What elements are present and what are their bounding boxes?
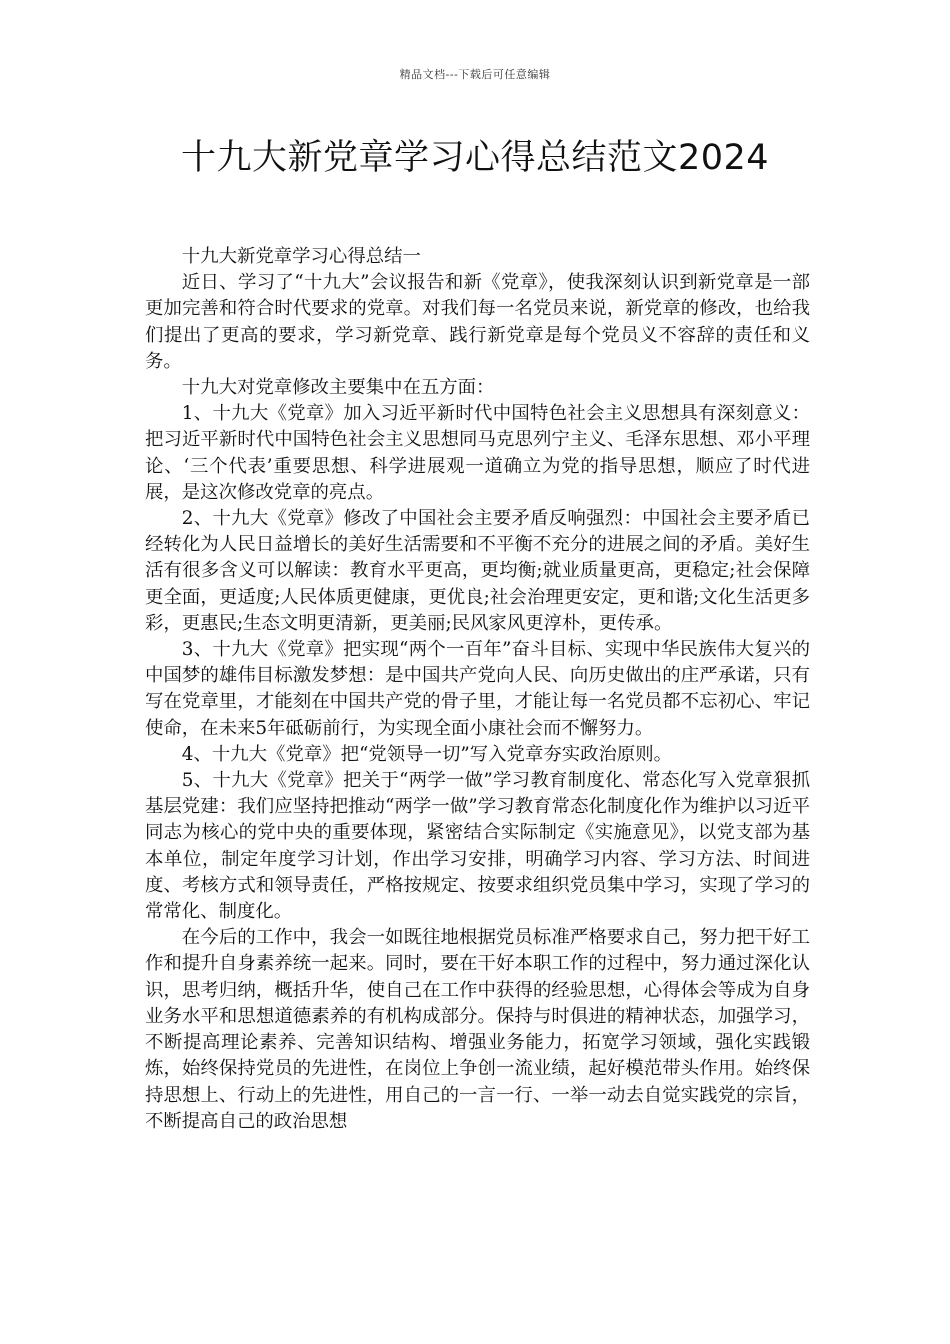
list-item: 2、十九大《党章》修改了中国社会主要矛盾反响强烈：中国社会主要矛盾已经转化为人民日益增长的美好生活需要和不平衡不充分的进展之间的矛盾。美好生活有很多含义可以解读：教育水平更高，更均衡;就业质量更高，更稳定;社会保障更全面，更适度;人民体质更健康，更优良;社会治理更安定，更和谐;文化生活更多彩，更惠民;生态文明更清新，更美丽;民风家风更淳朴，更传承。 (145, 508, 810, 634)
list-item: 1、十九大《党章》加入习近平新时代中国特色社会主义思想具有深刻意义：把习近平新时代中国特色社会主义思想同马克思列宁主义、毛泽东思想、邓小平理论、‘三个代表’重要思想、科学进展观一道确立为党的指导思想，顺应了时代进展，是这次修改党章的亮点。 (145, 403, 810, 503)
list-item: 3、十九大《党章》把实现“两个一百年”奋斗目标、实现中华民族伟大复兴的中国梦的雄伟目标激发梦想：是中国共产党向人民、向历史做出的庄严承诺，只有写在党章里，才能刻在中国共产党的骨子里，才能让每一名党员都不忘初心、牢记使命，在未来5年砥砺前行，为实现全面小康社会而不懈努力。 (145, 639, 810, 739)
paragraph: 十九大对党章修改主要集中在五方面： (181, 377, 495, 399)
document-body (145, 244, 810, 1135)
list-item: 4、十九大《党章》把“党领导一切”写入党章夯实政治原则。 (181, 743, 673, 765)
section-heading: 十九大新党章学习心得总结一 (181, 246, 421, 267)
paragraph: 在今后的工作中，我会一如既往地根据党员标准严格要求自己，努力把干好工作和提升自身素养统一起来。同时，要在干好本职工作的过程中，努力通过深化认识，思考归纳，概括升华，使自己在工作中获得的经验思想，心得体会等成为自身业务水平和思想道德素养的有机构成部分。保持与时俱进的精神状态，加强学习，不断提高理论素养、完善知识结构、增强业务能力，拓宽学习领域，强化实践锻炼，始终保持党员的先进性，在岗位上争创一流业绩，起好模范带头作用。始终保持思想上、行动上的先进性，用自己的一言一行、一举一动去自觉实践党的宗旨，不断提高自己的政治思想 (145, 927, 810, 1132)
header-note: 精品文档---下载后可任意编辑 (399, 68, 551, 81)
list-item: 5、十九大《党章》把关于“两学一做”学习教育制度化、常态化写入党章狠抓基层党建：我们应坚持把推动“两学一做”学习教育常态化制度化作为维护以习近平同志为核心的党中央的重要体现，紧密结合实际制定《实施意见》，以党支部为基本单位，制定年度学习计划，作出学习安排，明确学习内容、学习方法、时间进度、考核方式和领导责任，严格按规定、按要求组织党员集中学习，实现了学习的常常化、制度化。 (145, 770, 810, 923)
paragraph: 近日、学习了“十九大”会议报告和新《党章》，使我深刻认识到新党章是一部更加完善和符合时代要求的党章。对我们每一名党员来说，新党章的修改，也给我们提出了更高的要求，学习新党章、践行新党章是每个党员义不容辞的责任和义务。 (145, 272, 810, 372)
document-title: 十九大新党章学习心得总结范文2024 (180, 138, 770, 178)
